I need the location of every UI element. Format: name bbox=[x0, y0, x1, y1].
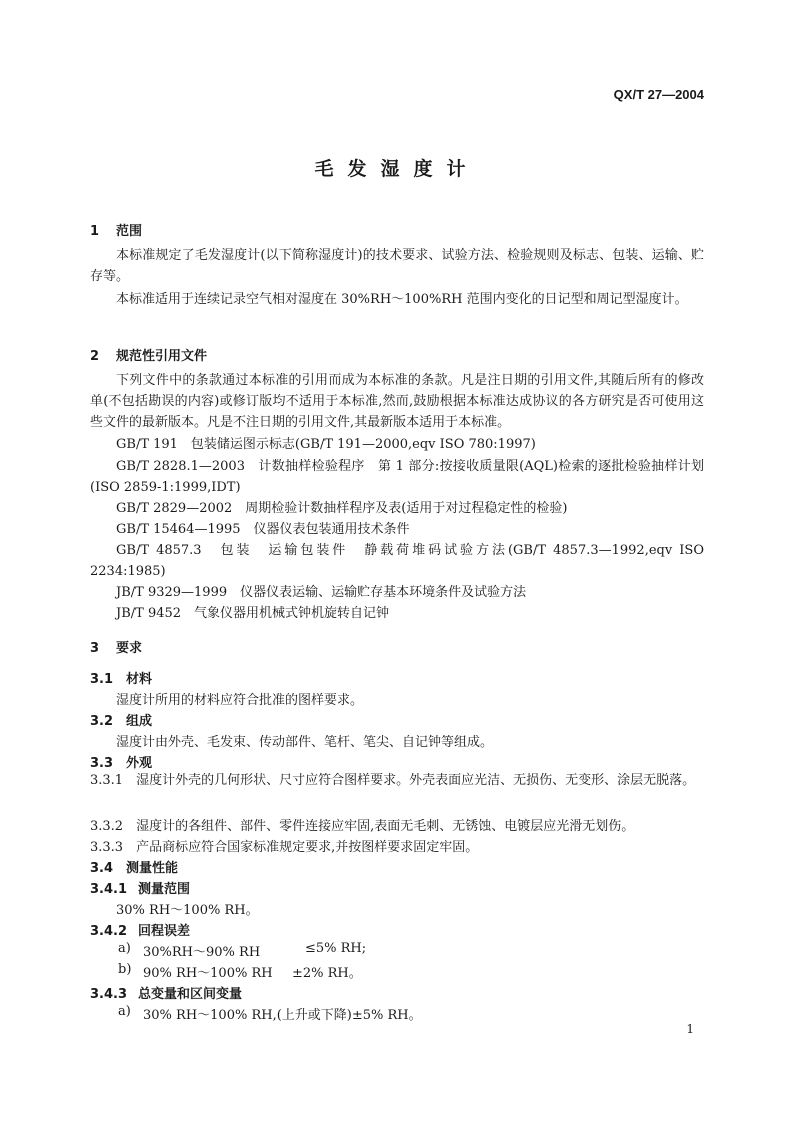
subsection-title: 组成 bbox=[126, 714, 153, 729]
clause-number: 3.4.2 bbox=[90, 924, 128, 939]
subsection-number: 3.1 bbox=[90, 672, 114, 687]
reference-item: GB/T 2828.1—2003 计数抽样检验程序 第 1 部分:按接收质量限(AQL)检索的逐批检验抽样计划(ISO 2859-1:1999,IDT) bbox=[90, 459, 704, 495]
page-number: 1 bbox=[686, 1022, 694, 1036]
reference-item: JB/T 9329—1999 仪器仪表运输、运输贮存基本环境条件及试验方法 bbox=[116, 585, 527, 600]
section-number: 3 bbox=[90, 641, 100, 656]
reference-item: GB/T 2829—2002 周期检验计数抽样程序及表(适用于对过程稳定性的检验) bbox=[116, 501, 568, 516]
subsection-title: 外观 bbox=[126, 756, 153, 771]
list-item-label: b) bbox=[118, 962, 132, 977]
list-item-range: 30%RH～90% RH bbox=[143, 945, 261, 960]
section-1-heading bbox=[90, 220, 142, 239]
subsection-3-1-heading bbox=[90, 668, 152, 687]
clause-3-4-1-text: 30% RH～100% RH。 bbox=[116, 903, 259, 918]
section-1-paragraph-1: 本标准规定了毛发湿度计(以下简称湿度计)的技术要求、试验方法、检验规则及标志、包装、运输、贮存等。 bbox=[90, 248, 704, 284]
clause-3-4-3-heading bbox=[90, 983, 242, 1002]
list-item-label: a) bbox=[118, 941, 131, 956]
reference-item: GB/T 191 包装储运图示标志(GB/T 191—2000,eqv ISO 780:1997) bbox=[116, 437, 536, 452]
subsection-number: 3.3 bbox=[90, 756, 114, 771]
list-item-label: a) bbox=[118, 1004, 131, 1019]
subsection-title: 测量性能 bbox=[126, 861, 179, 876]
clause-3-3-3: 3.3.3 产品商标应符合国家标准规定要求,并按图样要求固定牢固。 bbox=[90, 840, 479, 855]
section-title: 要求 bbox=[116, 641, 143, 656]
section-title: 规范性引用文件 bbox=[116, 349, 208, 364]
section-title: 范围 bbox=[116, 224, 143, 239]
subsection-3-3-heading bbox=[90, 752, 152, 771]
list-item-value: ≤5% RH; bbox=[305, 941, 367, 956]
clause-number: 3.4.3 bbox=[90, 987, 128, 1002]
section-number: 2 bbox=[90, 349, 100, 364]
subsection-3-2-text: 湿度计由外壳、毛发束、传动部件、笔杆、笔尖、自记钟等组成。 bbox=[116, 735, 494, 750]
section-1-paragraph-2: 本标准适用于连续记录空气相对湿度在 30%RH～100%RH 范围内变化的日记型和周记型湿度计。 bbox=[116, 292, 688, 307]
subsection-3-4-heading bbox=[90, 857, 178, 876]
reference-item: GB/T 15464—1995 仪器仪表包装通用技术条件 bbox=[116, 522, 410, 537]
clause-title: 测量范围 bbox=[138, 882, 191, 897]
list-item-value: ±2% RH。 bbox=[292, 966, 362, 981]
list-item-range: 90% RH～100% RH bbox=[143, 966, 273, 981]
clause-title: 总变量和区间变量 bbox=[138, 987, 243, 1002]
clause-3-4-1-heading bbox=[90, 878, 190, 897]
clause-3-3-2: 3.3.2 湿度计的各组件、部件、零件连接应牢固,表面无毛刺、无锈蚀、电镀层应光滑无划伤。 bbox=[90, 819, 635, 834]
document-title: 毛发湿度计 bbox=[314, 158, 480, 180]
section-2-intro: 下列文件中的条款通过本标准的引用而成为本标准的条款。凡是注日期的引用文件,其随后所有的修改单(不包括勘误的内容)或修订版均不适用于本标准,然而,鼓励根据本标准达成协议的各方研究是否可使用这些文件的最新版本。凡是不注日期的引用文件,其最新版本适用于本标准。 bbox=[90, 373, 704, 430]
reference-item: JB/T 9452 气象仪器用机械式钟机旋转自记钟 bbox=[116, 606, 390, 621]
clause-title: 回程误差 bbox=[138, 924, 191, 939]
list-item-text: 30% RH～100% RH,(上升或下降)±5% RH。 bbox=[143, 1008, 422, 1023]
subsection-number: 3.2 bbox=[90, 714, 114, 729]
clause-3-3-1: 3.3.1 湿度计外壳的几何形状、尺寸应符合图样要求。外壳表面应光洁、无损伤、无变形、涂层无脱落。 bbox=[90, 773, 696, 788]
document-number: QX/T 27—2004 bbox=[613, 87, 704, 102]
section-3-heading bbox=[90, 637, 142, 656]
subsection-title: 材料 bbox=[126, 672, 153, 687]
subsection-number: 3.4 bbox=[90, 861, 114, 876]
subsection-3-2-heading bbox=[90, 710, 152, 729]
subsection-3-1-text: 湿度计所用的材料应符合批准的图样要求。 bbox=[116, 693, 364, 708]
reference-item: GB/T 4857.3 包装 运输包装件 静载荷堆码试验方法(GB/T 4857.3—1992,eqv ISO 2234:1985) bbox=[90, 543, 704, 579]
clause-number: 3.4.1 bbox=[90, 882, 128, 897]
section-2-heading bbox=[90, 345, 207, 364]
clause-3-4-2-heading bbox=[90, 920, 190, 939]
section-number: 1 bbox=[90, 224, 100, 239]
